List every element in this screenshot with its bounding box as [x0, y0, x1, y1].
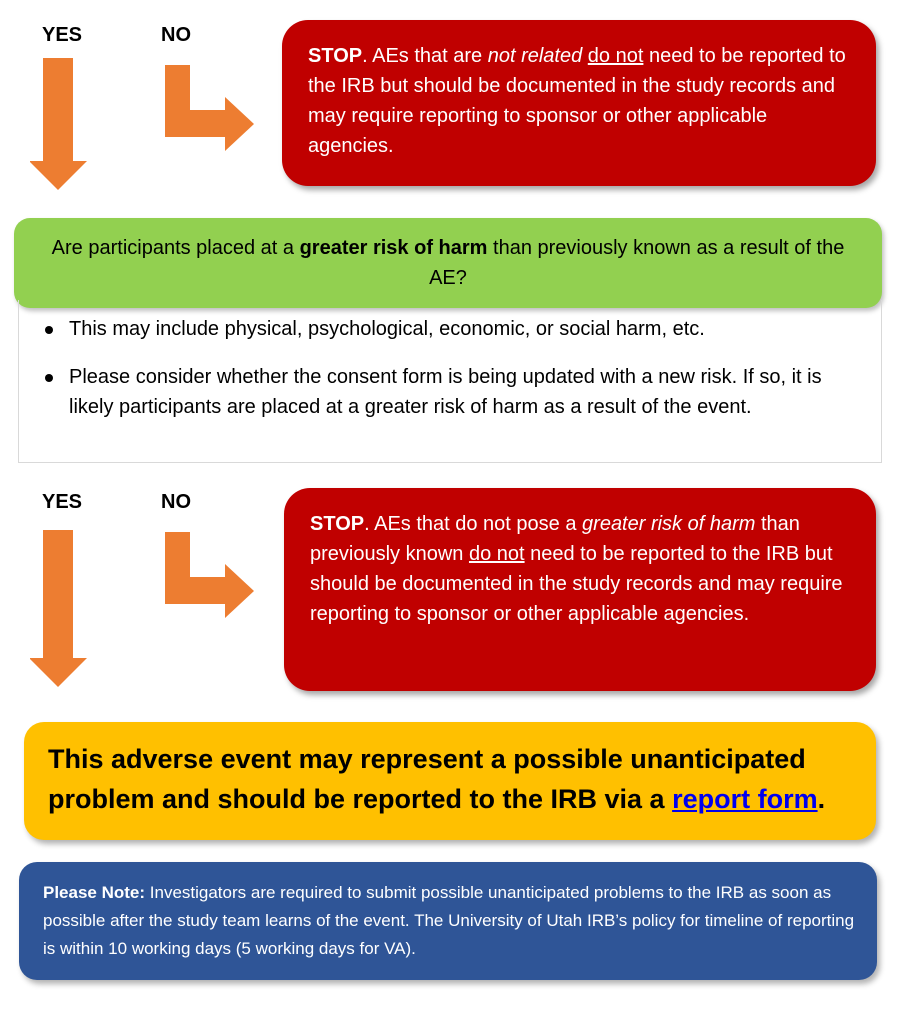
no-label-1: NO [161, 24, 191, 46]
note-box [19, 862, 877, 980]
bullet-icon [45, 374, 53, 382]
question-text: Are participants placed at a [51, 237, 300, 259]
right-turn-arrow-1 [162, 62, 262, 152]
stop-text: . AEs that are [362, 45, 488, 67]
yes-label-1: YES [42, 24, 83, 46]
down-arrow-2 [30, 530, 90, 690]
stop-word: STOP [308, 45, 363, 67]
stop-text: . AEs that do not pose a [364, 513, 583, 535]
guidance-list [18, 300, 882, 463]
stop-box-unrelated [282, 20, 876, 186]
note-label: Please Note: [43, 883, 146, 902]
list-item-text: This may include physical, psychological, economic, or social harm, etc. [69, 318, 705, 340]
question-text-bold: greater risk of harm [299, 237, 488, 259]
stop-word: STOP [310, 513, 365, 535]
question-box [14, 218, 882, 308]
stop-text-italic: not related [487, 45, 583, 67]
result-text: . [817, 784, 826, 814]
yes-label-2: YES [42, 491, 83, 513]
list-item-text: Please consider whether the consent form is being updated with a new risk. If so, it is likely participants are placed at a greater risk of harm as a result of the event. [69, 366, 822, 418]
stop-text-underline: do not [468, 543, 525, 565]
stop-text-italic: greater risk of harm [582, 513, 756, 535]
stop-text: need to be reported to the IRB but should be documented in the study records and may require reporting to sponsor or other applicable agencies. [308, 45, 846, 157]
stop-text: need to be reported to the IRB but should be documented in the study records and may require reporting to sponsor or other applicable agencies. [310, 543, 843, 625]
right-turn-arrow-2 [162, 529, 262, 619]
result-box [24, 722, 876, 840]
report-form-link[interactable]: report form [672, 784, 818, 814]
result-text: This adverse event may represent a possible unanticipated problem and should be reported to the IRB via a [48, 744, 806, 814]
down-arrow-1 [30, 58, 90, 193]
list-item [69, 314, 851, 344]
no-label-2: NO [161, 491, 191, 513]
list-item [69, 362, 851, 422]
stop-text: than previously known [310, 513, 800, 565]
stop-box-no-greater-risk [284, 488, 876, 691]
note-text: Investigators are required to submit possible unanticipated problems to the IRB as soon as possible after the study team learns of the event. The University of Utah IRB’s policy for timeline of reporting is within 10 working days (5 working days for VA). [43, 883, 855, 958]
bullet-icon [45, 326, 53, 334]
stop-text-underline: do not [587, 45, 644, 67]
question-text: than previously known as a result of the AE? [429, 237, 845, 289]
